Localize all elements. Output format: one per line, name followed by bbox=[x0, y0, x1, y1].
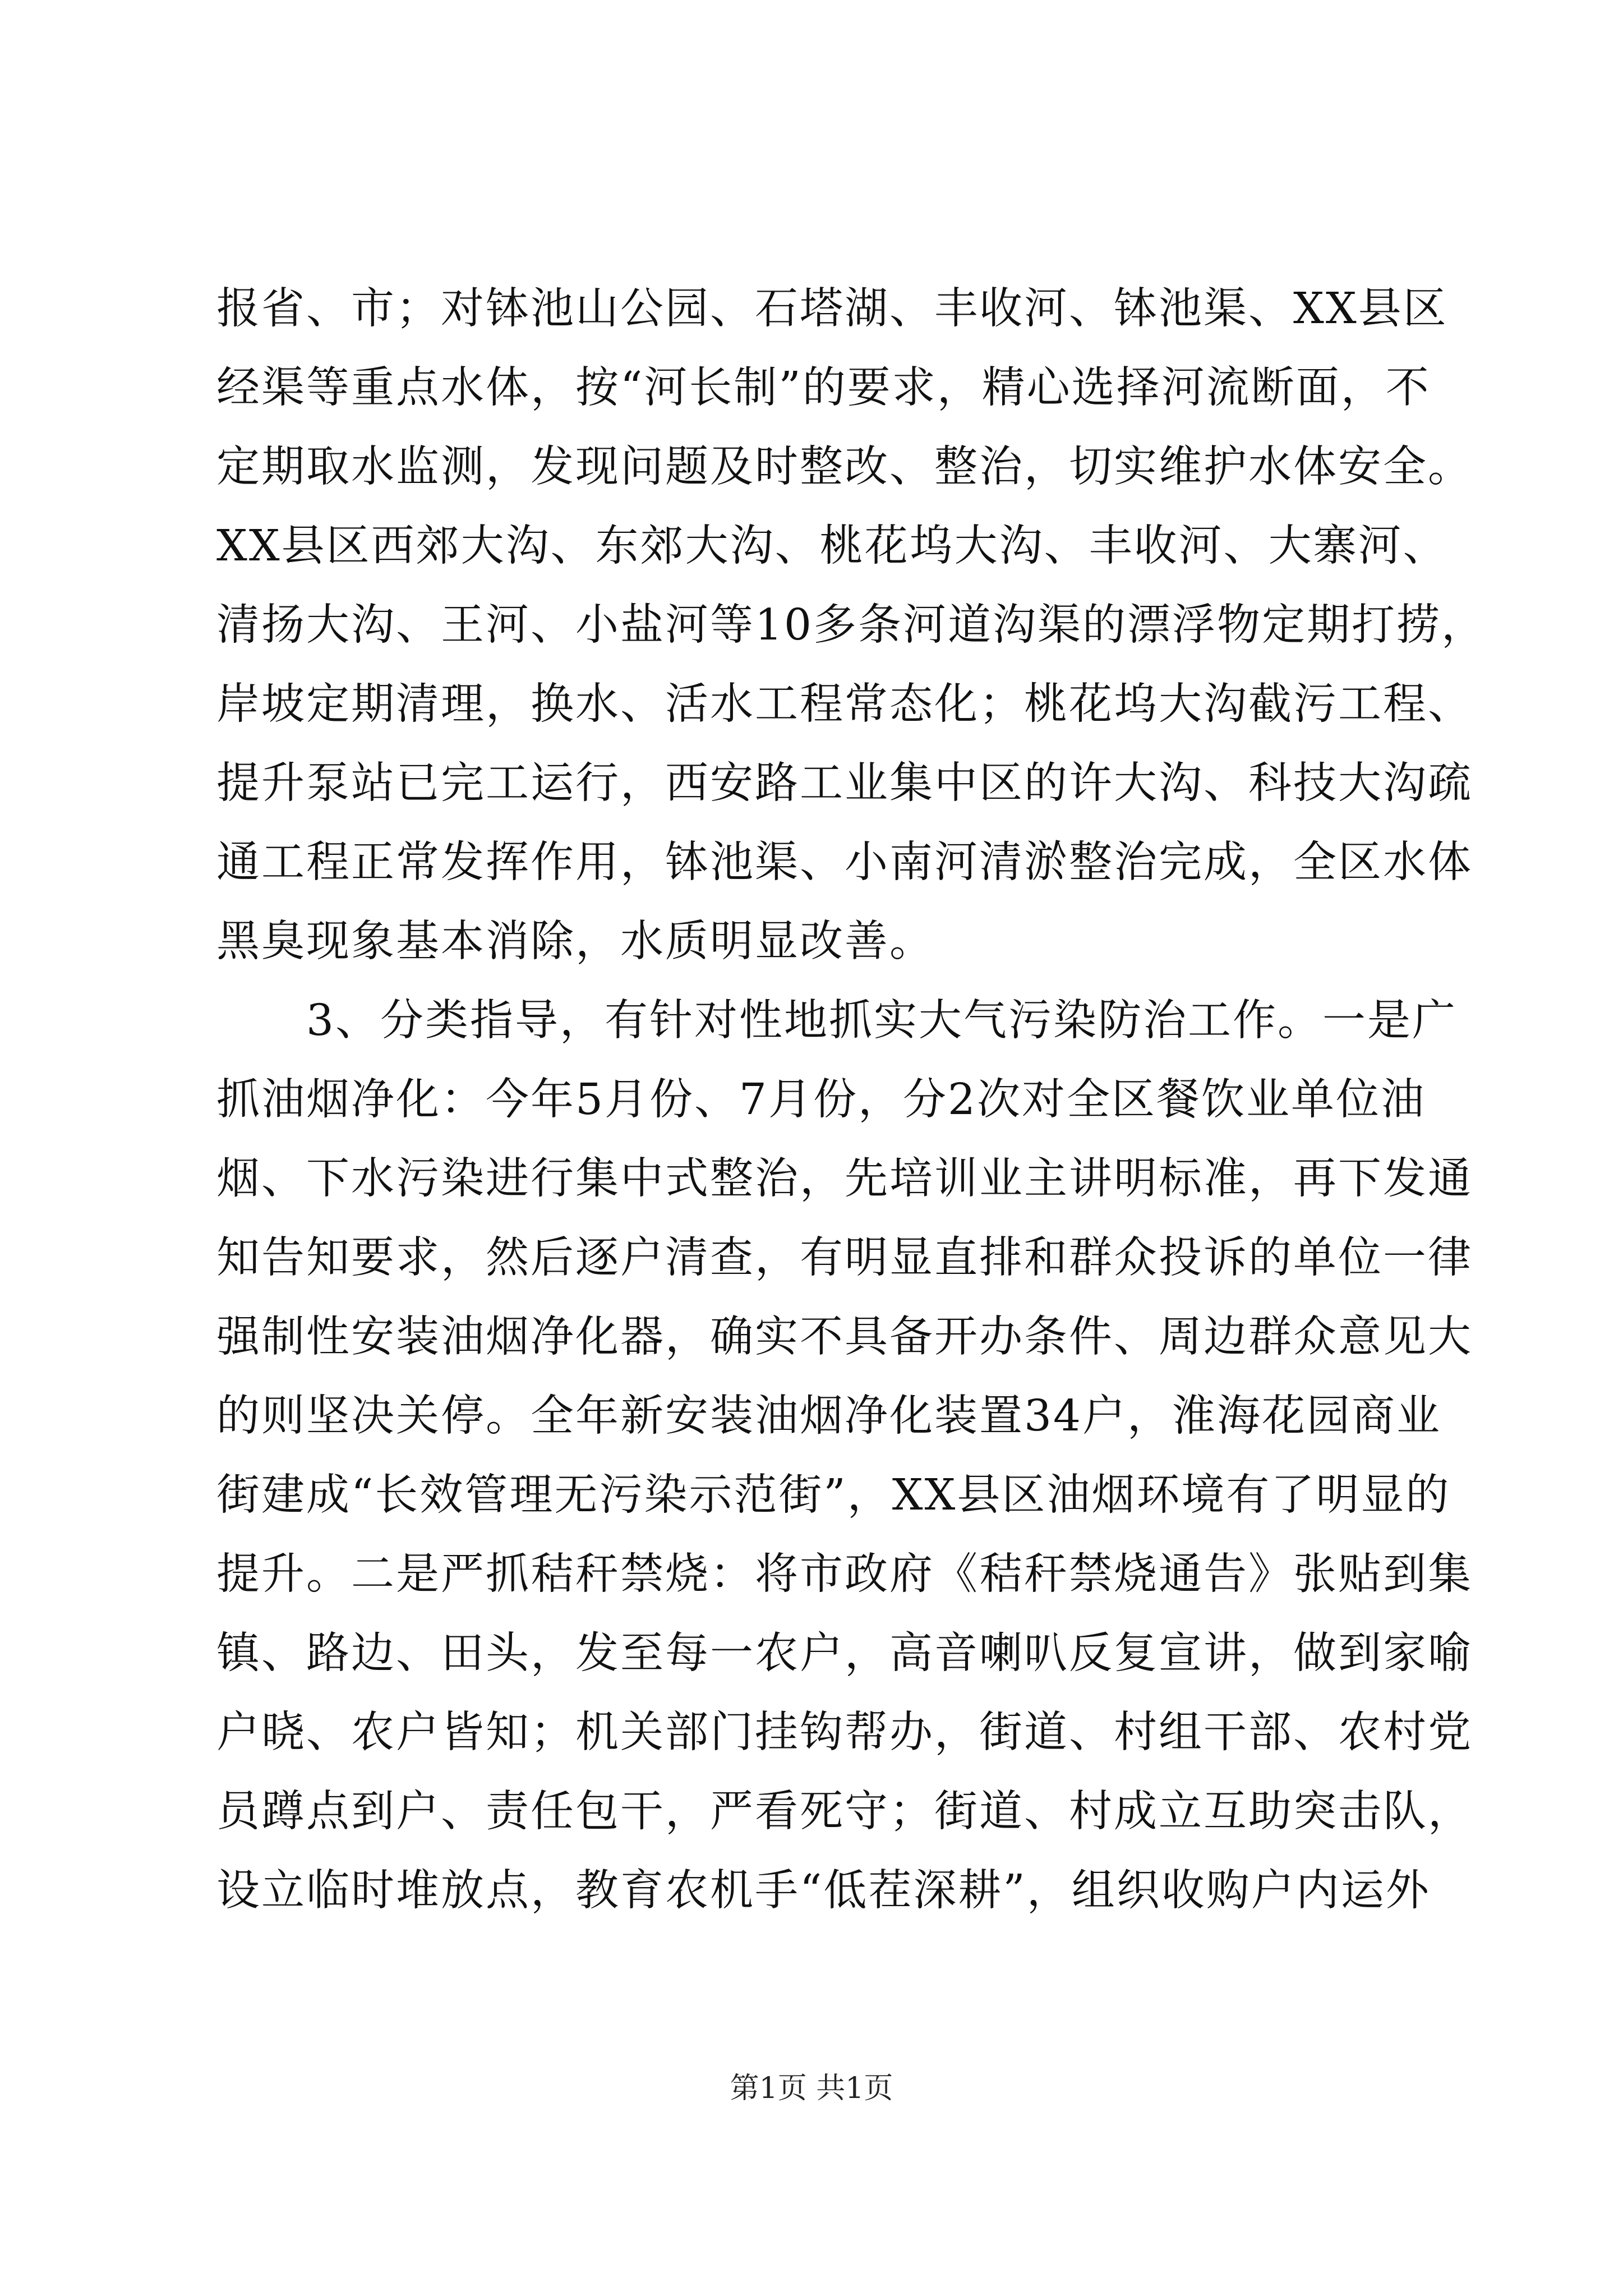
text-line: 黑臭现象基本消除，水质明显改善。 bbox=[216, 917, 934, 967]
text-line: 街建成“长效管理无污染示范街”，XX县区油烟环境有了明显的 bbox=[216, 1470, 1451, 1520]
text-line: 清扬大沟、王河、小盐河等10多条河道沟渠的漂浮物定期打捞， bbox=[216, 600, 1486, 650]
text-line: 通工程正常发挥作用，钵池渠、小南河清淤整治完成，全区水体 bbox=[216, 838, 1473, 887]
text-line: 定期取水监测，发现问题及时整改、整治，切实维护水体安全。 bbox=[216, 442, 1473, 492]
text-line: XX县区西郊大沟、东郊大沟、桃花坞大沟、丰收河、大寨河、 bbox=[216, 521, 1448, 571]
text-line: 岸坡定期清理，换水、活水工程常态化；桃花坞大沟截污工程、 bbox=[216, 679, 1473, 729]
document-body bbox=[216, 269, 1486, 1930]
text-line: 户晓、农户皆知；机关部门挂钩帮办，街道、村组干部、农村党 bbox=[216, 1708, 1473, 1757]
text-line: 的则坚决关停。全年新安装油烟净化装置34户，淮海花园商业 bbox=[216, 1391, 1441, 1441]
text-line: 提升泵站已完工运行，西安路工业集中区的许大沟、科技大沟疏 bbox=[216, 758, 1473, 808]
page-number: 第1页 共1页 bbox=[730, 2072, 893, 2105]
text-line: 设立临时堆放点，教育农机手“低茬深耕”，组织收购户内运外 bbox=[216, 1866, 1431, 1916]
text-line: 烟、下水污染进行集中式整治，先培训业主讲明标准，再下发通 bbox=[216, 1154, 1473, 1204]
text-line: 强制性安装油烟净化器，确实不具备开办条件、周边群众意见大 bbox=[216, 1312, 1473, 1362]
text-line: 镇、路边、田头，发至每一农户，高音喇叭反复宣讲，做到家喻 bbox=[216, 1628, 1473, 1678]
text-line: 员蹲点到户、责任包干，严看死守；街道、村成立互助突击队， bbox=[216, 1787, 1473, 1837]
paragraph-start-line: 3、分类指导，有针对性地抓实大气污染防治工作。一是广 bbox=[306, 996, 1457, 1046]
page-footer bbox=[0, 2064, 1623, 2106]
text-line: 知告知要求，然后逐户清查，有明显直排和群众投诉的单位一律 bbox=[216, 1233, 1473, 1283]
text-line: 经渠等重点水体，按“河长制”的要求，精心选择河流断面，不 bbox=[216, 363, 1431, 413]
text-line: 提升。二是严抓秸秆禁烧：将市政府《秸秆禁烧通告》张贴到集 bbox=[216, 1549, 1473, 1599]
text-line: 抓油烟净化：今年5月份、7月份，分2次对全区餐饮业单位油 bbox=[216, 1075, 1426, 1125]
text-line: 报省、市；对钵池山公园、石塔湖、丰收河、钵池渠、XX县区 bbox=[216, 284, 1448, 334]
